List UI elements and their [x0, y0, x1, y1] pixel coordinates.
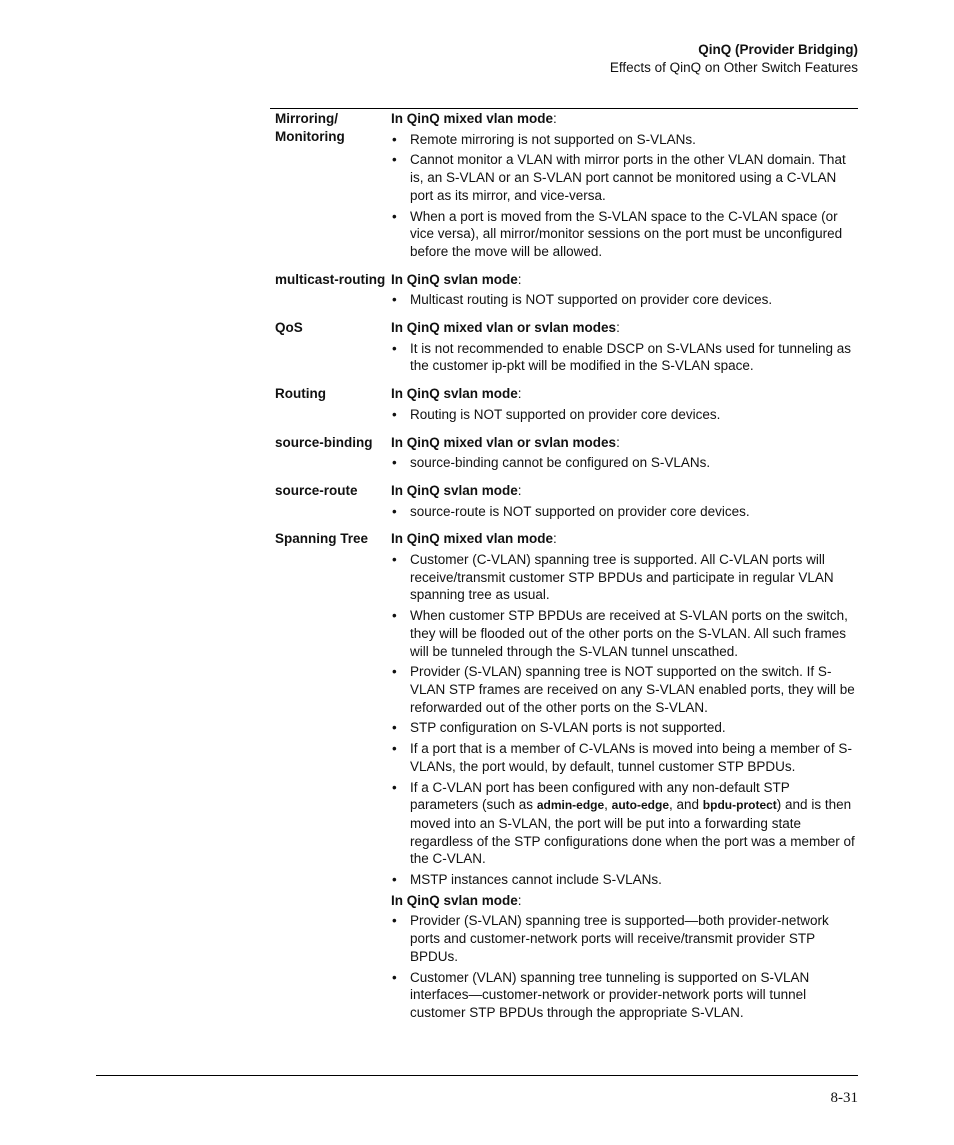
list-item: • Provider (S-VLAN) spanning tree is NOT supported on the switch. If S-VLAN STP frames are received on any S-VLAN enabled ports, they will be reforwarded out of the other ports on the S-VLAN. — [391, 663, 858, 716]
list-item: • It is not recommended to enable DSCP on S-VLANs used for tunneling as the customer ip-pkt will be modified in the S-VLAN space. — [391, 340, 858, 375]
keyword-admin-edge: admin-edge — [536, 798, 605, 813]
mode-heading: In QinQ svlan mode: — [391, 271, 522, 287]
mode-heading: In QinQ svlan mode: — [391, 482, 522, 498]
list-item: • source-route is NOT supported on provider core devices. — [391, 503, 858, 521]
table-row — [275, 434, 858, 475]
mode-heading: In QinQ mixed vlan or svlan modes: — [391, 434, 620, 450]
list-item: • Multicast routing is NOT supported on provider core devices. — [391, 291, 858, 309]
list-item: • If a C-VLAN port has been configured with any non-default STP parameters (such as admin-edge, auto-edge, and bpdu-protect) and is then moved into an S-VLAN, the port will be put into a forwarding state regardless of the STP configurations done when the port was a member of the C-VLAN. — [391, 779, 858, 869]
table-top-rule — [270, 108, 858, 109]
list-item: • Remote mirroring is not supported on S-VLANs. — [391, 131, 858, 149]
table-row — [275, 385, 858, 426]
running-header — [610, 41, 858, 77]
mode-heading: In QinQ mixed vlan mode: — [391, 111, 557, 126]
mode-heading: In QinQ mixed vlan or svlan modes: — [391, 320, 620, 336]
table-row — [275, 110, 858, 264]
list-item: • When a port is moved from the S-VLAN space to the C-VLAN space (or vice versa), all mirror/monitor sessions on the port must be unconfigured before the move will be allowed. — [391, 208, 858, 261]
section-title: Effects of QinQ on Other Switch Features — [609, 60, 858, 75]
feature-term: Mirroring/ Monitoring — [275, 111, 345, 144]
list-item: • Cannot monitor a VLAN with mirror ports in the other VLAN domain. That is, an S-VLAN or an S-VLAN port cannot be monitored using a C-VLAN port as its mirror, and vice-versa. — [391, 151, 858, 204]
bullet-list — [391, 551, 858, 889]
feature-term: multicast-routing — [275, 271, 386, 287]
bullet-list — [391, 340, 858, 375]
list-item: • MSTP instances cannot include S-VLANs. — [391, 871, 858, 889]
list-item: • Customer (C-VLAN) spanning tree is supported. All C-VLAN ports will receive/transmit customer STP BPDUs and participate in regular VLAN spanning tree as usual. — [391, 551, 858, 604]
feature-effects-table — [275, 110, 858, 1032]
bullet-list — [391, 291, 858, 309]
chapter-title: QinQ (Provider Bridging) — [698, 42, 858, 57]
table-row — [275, 319, 858, 378]
feature-description — [391, 530, 858, 1024]
mode-heading: In QinQ svlan mode: — [391, 386, 522, 402]
mode-heading: In QinQ mixed vlan mode: — [391, 531, 557, 547]
feature-description — [391, 319, 858, 378]
bullet-list — [391, 406, 858, 424]
feature-description — [391, 271, 858, 312]
feature-term: Routing — [275, 386, 326, 402]
list-item: • Customer (VLAN) spanning tree tunneling is supported on S-VLAN interfaces—customer-network or provider-network ports will tunnel customer STP BPDUs through the appropriate S-VLAN. — [391, 969, 858, 1022]
list-item: • Routing is NOT supported on provider core devices. — [391, 406, 858, 424]
table-row — [275, 482, 858, 523]
feature-term: source-route — [275, 482, 358, 498]
footer-rule — [96, 1075, 858, 1076]
bullet-list — [391, 454, 858, 472]
table-row — [275, 271, 858, 312]
keyword-bpdu-protect: bpdu-protect — [702, 798, 777, 813]
keyword-auto-edge: auto-edge — [611, 798, 670, 813]
feature-description — [391, 385, 858, 426]
bullet-list — [391, 912, 858, 1021]
bullet-list — [391, 131, 858, 261]
table-row — [275, 530, 858, 1024]
feature-term: QoS — [275, 320, 303, 336]
bullet-list — [391, 503, 858, 521]
feature-description — [391, 110, 858, 264]
feature-description — [391, 434, 858, 475]
page-number: 8-31 — [830, 1090, 858, 1106]
list-item: • STP configuration on S-VLAN ports is not supported. — [391, 719, 858, 737]
feature-term: source-binding — [275, 434, 373, 450]
feature-description — [391, 482, 858, 523]
list-item: • If a port that is a member of C-VLANs is moved into being a member of S-VLANs, the port would, by default, tunnel customer STP BPDUs. — [391, 740, 858, 775]
list-item: • When customer STP BPDUs are received at S-VLAN ports on the switch, they will be flooded out of the other ports on the S-VLAN. All such frames will be tunneled through the S-VLAN tunnel unscathed. — [391, 607, 858, 660]
mode-heading: In QinQ svlan mode: — [391, 892, 522, 908]
feature-term: Spanning Tree — [275, 531, 369, 547]
list-item: • source-binding cannot be configured on S-VLANs. — [391, 454, 858, 472]
list-item: • Provider (S-VLAN) spanning tree is supported—both provider-network ports and customer-network ports will receive/transmit provider STP BPDUs. — [391, 912, 858, 965]
